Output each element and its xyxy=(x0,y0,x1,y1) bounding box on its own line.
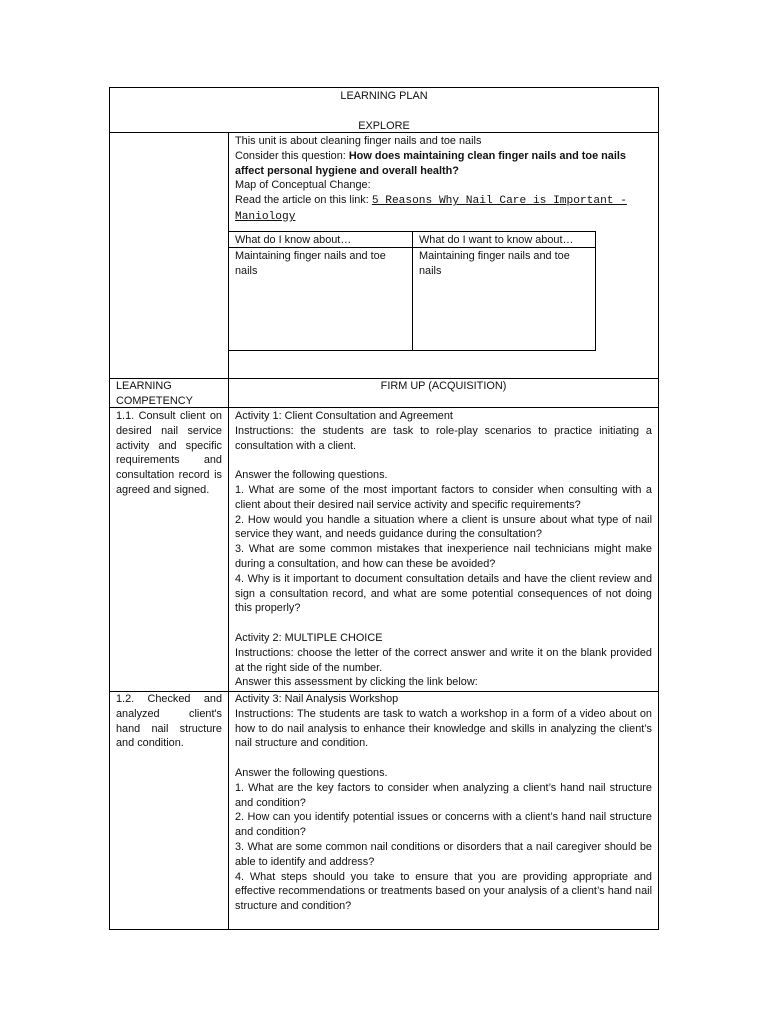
explore-question-line xyxy=(235,149,653,179)
competency-2: 1.2. Checked and analyzed client's hand nail structure and condition. xyxy=(116,693,222,750)
page-subtitle: EXPLORE xyxy=(358,119,410,132)
read-article-line xyxy=(235,193,653,225)
firm-up-header: FIRM UP (ACQUISITION) xyxy=(380,380,507,392)
activity-2-instructions: Instructions: choose the letter of the correct answer and write it on the blank provided at the right side of the number. xyxy=(235,646,652,674)
activity-3-instructions: Instructions: The students are task to watch a workshop in a form of a video about on how to do nail analysis to enhance their knowledge and skills in analyzing the client’s nail structure and condition. xyxy=(235,707,652,750)
activity-2-title: Activity 2: MULTIPLE CHOICE xyxy=(235,631,383,644)
explore-intro: This unit is about cleaning finger nails and toe nails xyxy=(235,135,482,147)
map-label: Map of Conceptual Change: xyxy=(235,179,371,192)
kw-table-right xyxy=(595,231,596,351)
explore-cell xyxy=(235,134,653,225)
kw-col2-header: What do I want to know about… xyxy=(419,234,574,246)
activity-1-instructions: Instructions: the students are task to role-play scenarios to practice initiating a consultation with a client. xyxy=(235,424,652,452)
activity-1-answer-label: Answer the following questions. xyxy=(235,469,388,482)
table-border-bottom xyxy=(109,929,659,930)
activity-1-cell xyxy=(235,409,652,690)
learning-competency-header: LEARNING COMPETENCY xyxy=(116,380,193,407)
header-cell xyxy=(110,89,658,133)
activity-2-assessment: Answer this assessment by clicking the link below: xyxy=(235,676,478,689)
activity-1-title: Activity 1: Client Consultation and Agreement xyxy=(235,410,453,422)
table-border-left xyxy=(109,87,110,930)
competency-1: 1.1. Consult client on desired nail service activity and specific requirements and consultation record is agreed and signed. xyxy=(116,410,222,496)
kw-col1-value: Maintaining finger nails and toe nails xyxy=(235,250,386,277)
explore-question: How does maintaining clean finger nails and toe nails affect personal hygiene and overall health? xyxy=(235,149,626,177)
read-prefix: Read the article on this link: xyxy=(235,194,372,207)
activity-3-question: 3. What are some common nail conditions or disorders that a nail caregiver should be able to identify and address? xyxy=(235,840,652,868)
activity-3-cell xyxy=(235,692,652,914)
activity-3-answer-label: Answer the following questions. xyxy=(235,766,388,779)
table-border-right xyxy=(658,87,659,930)
activity-1-question: 3. What are some common mistakes that inexperience nail technicians might make during a consultation, and how can these be avoided? xyxy=(235,543,652,570)
activity-1-question: 4. Why is it important to document consultation details and have the client review and sign a consultation record, and what are some potential consequences of not doing this properly? xyxy=(235,572,652,615)
table-border-top xyxy=(109,87,659,88)
activity-3-title: Activity 3: Nail Analysis Workshop xyxy=(235,693,399,705)
question-prefix: Consider this question: xyxy=(235,149,349,162)
article-link[interactable]: 5 Reasons Why Nail Care is Important - Maniology xyxy=(235,195,627,223)
activity-3-question: 2. How can you identify potential issues or concerns with a client’s hand nail structure and condition? xyxy=(235,811,652,839)
page-title: LEARNING PLAN xyxy=(340,90,428,102)
activity-1-question: 2. How would you handle a situation where a client is unsure about what type of nail service they want, and needs guidance during the consultation? xyxy=(235,513,652,541)
activity-3-question: 4. What steps should you take to ensure that you are providing appropriate and effective recommendations or treatments based on your analysis of a client’s hand nail structure and condition? xyxy=(235,870,652,913)
activity-1-question: 1. What are some of the most important factors to consider when consulting with a client about their desired nail service activity and specific requirements? xyxy=(235,483,652,511)
kw-col2-value: Maintaining finger nails and toe nails xyxy=(419,250,570,277)
activity-3-question: 1. What are the key factors to consider when analyzing a client’s hand nail structure and condition? xyxy=(235,781,652,809)
kw-col1-header: What do I know about… xyxy=(235,234,352,246)
